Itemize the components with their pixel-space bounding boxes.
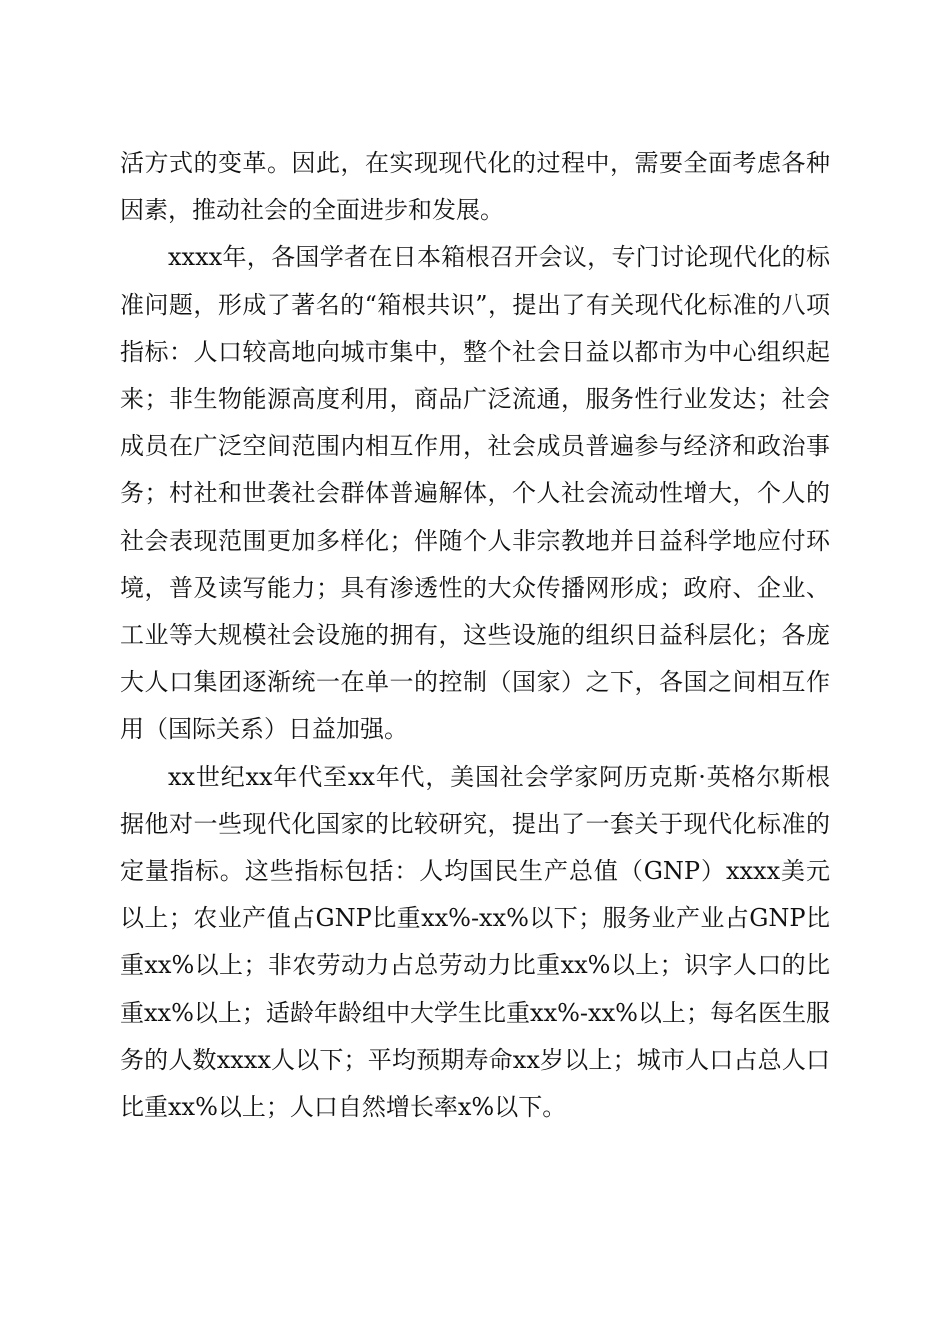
paragraph-inkeles-indicators: xx世纪xx年代至xx年代，美国社会学家阿历克斯·英格尔斯根据他对一些现代化国家的比较研究，提出了一套关于现代化标准的定量指标。这些指标包括：人均国民生产总值（GNP）xxxx美元以上；农业产值占GNP比重xx%-xx%以下；服务业产业占GNP比重xx%以上；非农劳动力占总劳动力比重xx%以上；识字人口的比重xx%以上；适龄年龄组中大学生比重xx%-xx%以上；每名医生服务的人数xxxx人以下；平均预期寿命xx岁以上；城市人口占总人口比重xx%以上；人口自然增长率x%以下。 (120, 762, 830, 1122)
document-body (120, 140, 830, 1131)
paragraph-continuation: 活方式的变革。因此，在实现现代化的过程中，需要全面考虑各种因素，推动社会的全面进步和发展。 (120, 149, 830, 225)
paragraph-hakone-consensus: xxxx年，各国学者在日本箱根召开会议，专门讨论现代化的标准问题，形成了著名的“箱根共识”，提出了有关现代化标准的八项指标：人口较高地向城市集中，整个社会日益以都市为中心组织起来；非生物能源高度利用，商品广泛流通，服务性行业发达；社会成员在广泛空间范围内相互作用，社会成员普遍参与经济和政治事务；村社和世袭社会群体普遍解体，个人社会流动性增大，个人的社会表现范围更加多样化；伴随个人非宗教地并日益科学地应付环境，普及读写能力；具有渗透性的大众传播网形成；政府、企业、工业等大规模社会设施的拥有，这些设施的组织日益科层化；各庞大人口集团逐渐统一在单一的控制（国家）之下，各国之间相互作用（国际关系）日益加强。 (120, 243, 830, 744)
